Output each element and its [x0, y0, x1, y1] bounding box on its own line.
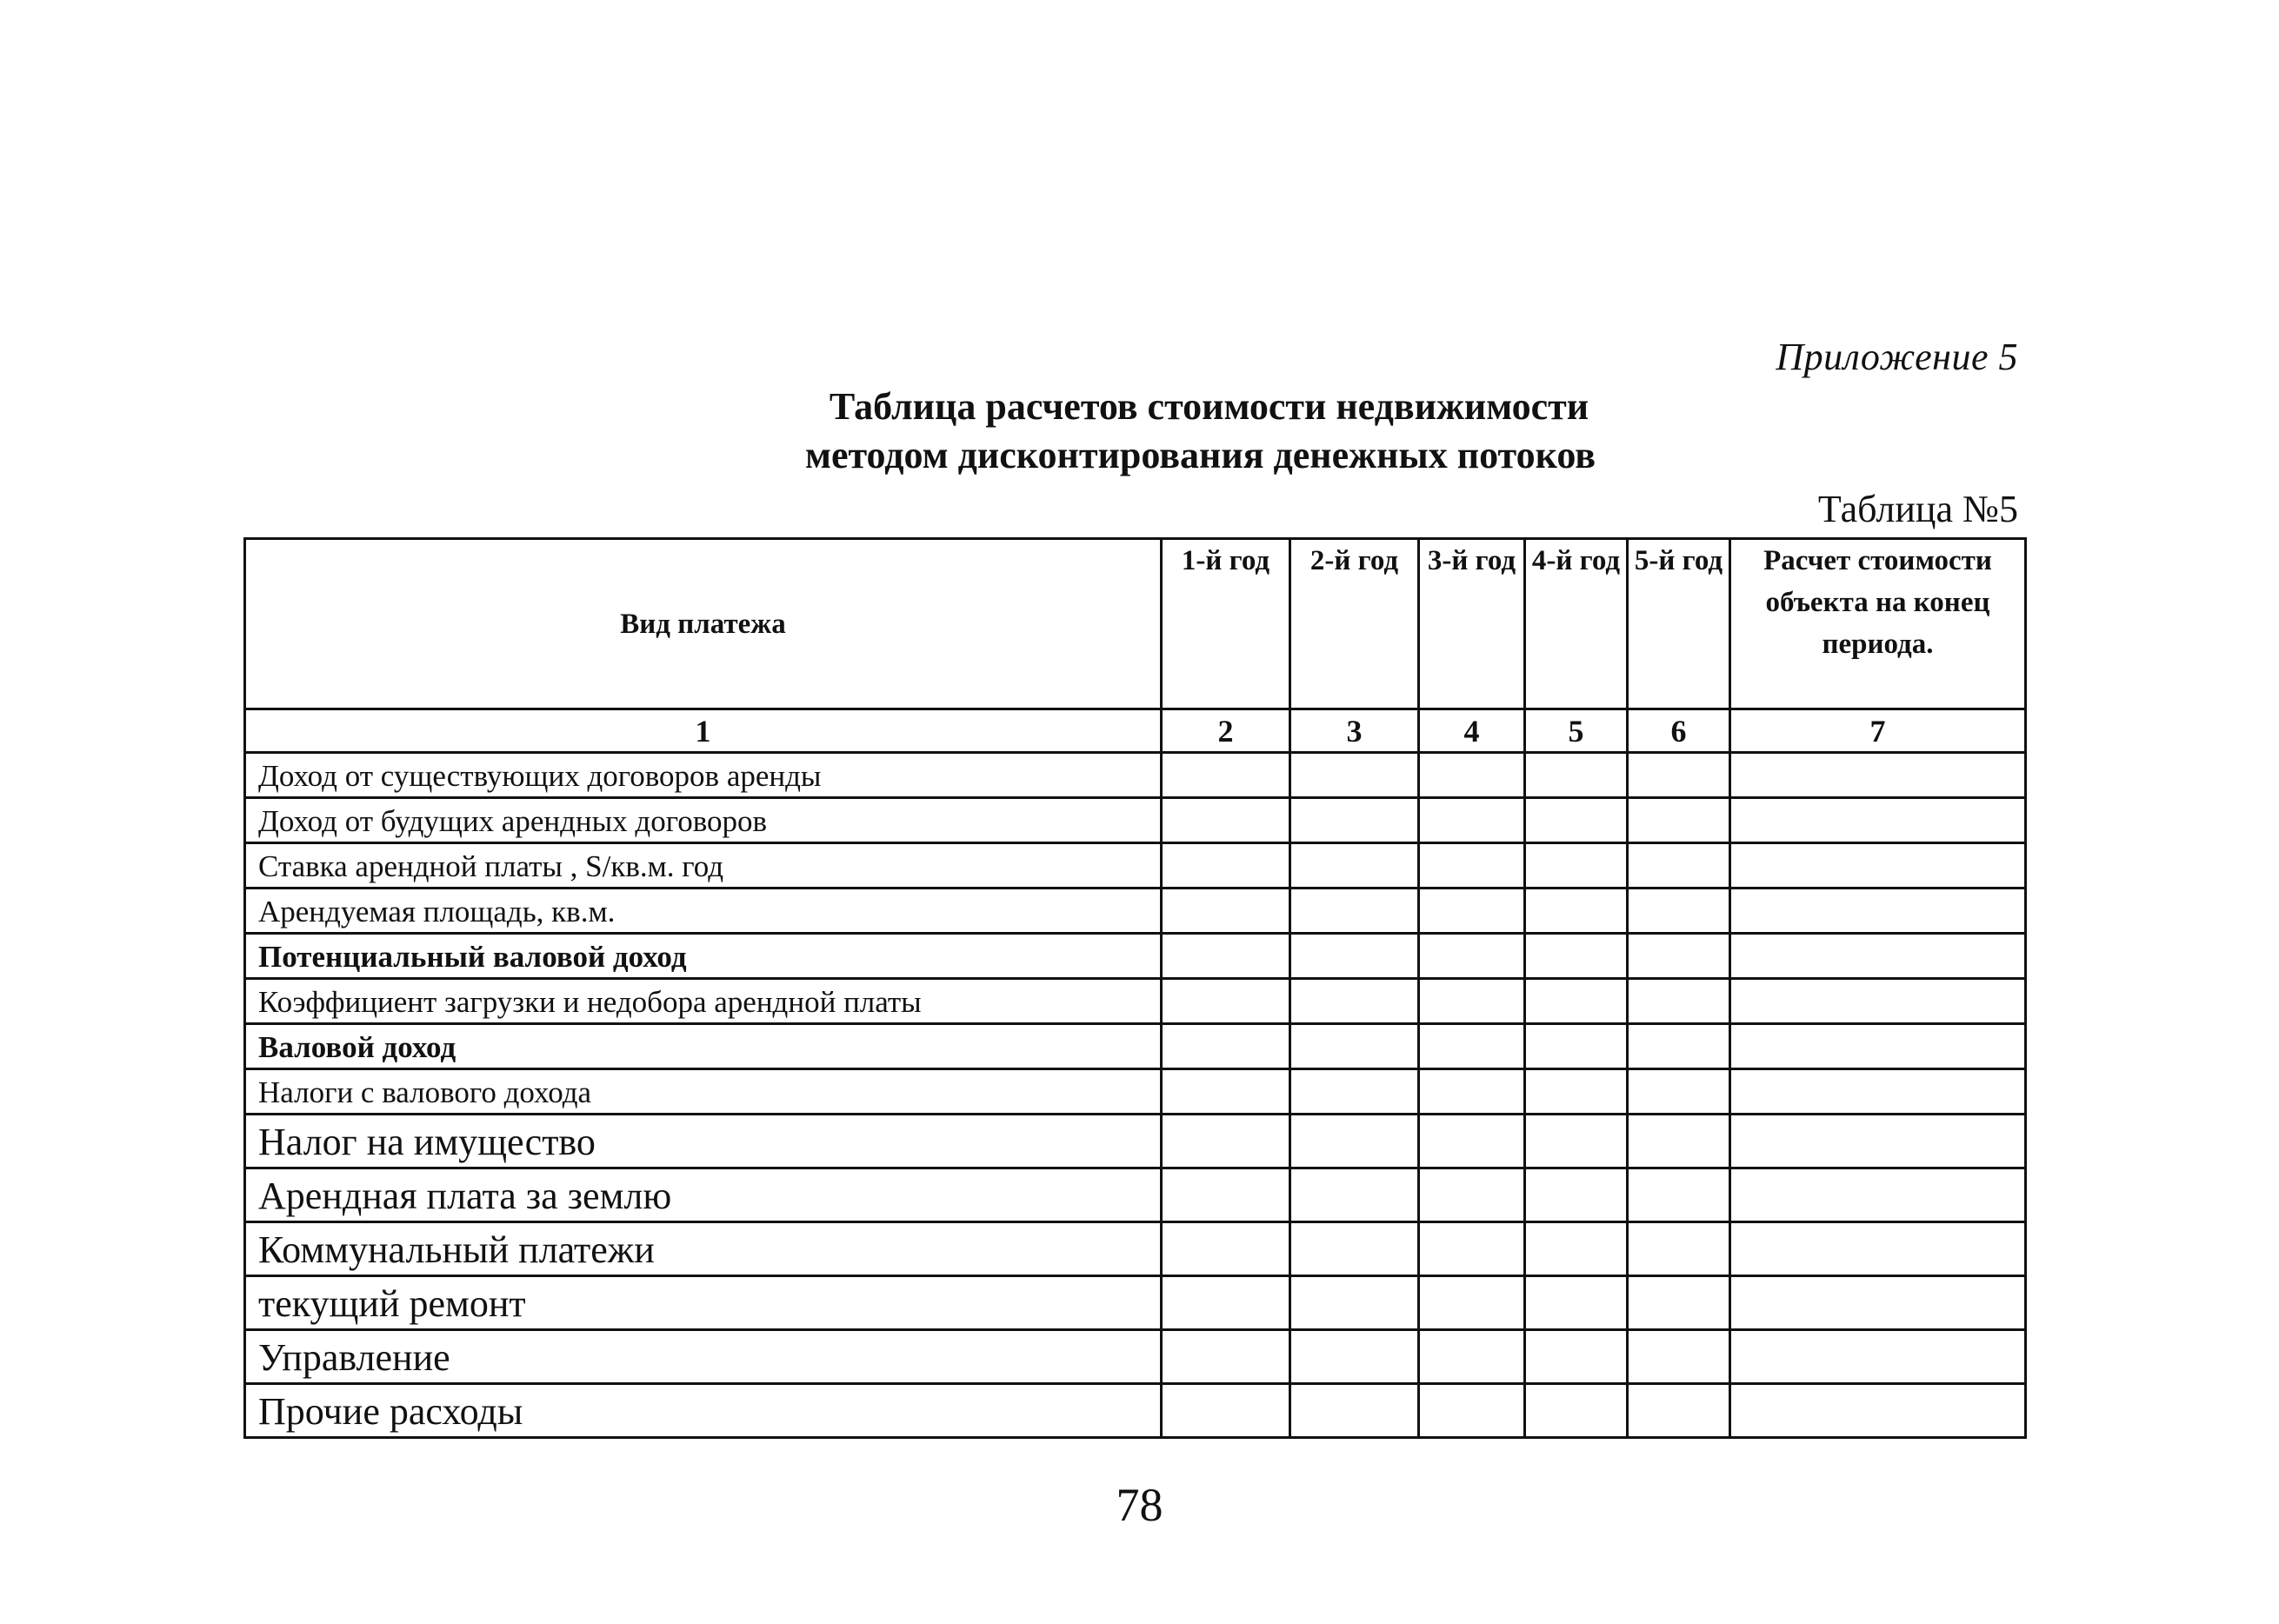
header-payment-type: Вид платежа	[245, 539, 1162, 709]
table-cell	[1730, 753, 2026, 798]
header-end-value: Расчет стоимости объекта на конец периода.	[1730, 539, 2026, 709]
table-header-row	[245, 539, 2026, 709]
table-number-label: Таблица №5	[1817, 488, 2018, 530]
table-cell	[1419, 1115, 1525, 1168]
table-cell	[1628, 1276, 1730, 1330]
table-cell	[1730, 1115, 2026, 1168]
column-number: 6	[1628, 709, 1730, 753]
table-cell	[1525, 1384, 1628, 1438]
table-cell	[1628, 934, 1730, 979]
row-label: Арендуемая площадь, кв.м.	[245, 889, 1162, 934]
table-row	[245, 1024, 2026, 1069]
row-label: Коэффициент загрузки и недобора арендной платы	[245, 979, 1162, 1024]
table-cell	[1730, 1330, 2026, 1384]
table-cell	[1290, 1276, 1419, 1330]
title-line-2: методом дисконтирования денежных потоков	[804, 434, 1596, 476]
table-cell	[1628, 1115, 1730, 1168]
table-row	[245, 1115, 2026, 1168]
table-cell	[1628, 843, 1730, 889]
table-row	[245, 934, 2026, 979]
table-cell	[1162, 889, 1290, 934]
table-cell	[1419, 1069, 1525, 1115]
row-label: Управление	[245, 1330, 1162, 1384]
row-label: Налог на имущество	[245, 1115, 1162, 1168]
column-number: 3	[1290, 709, 1419, 753]
row-label: Валовой доход	[245, 1024, 1162, 1069]
table-cell	[1525, 1330, 1628, 1384]
table-cell	[1162, 1115, 1290, 1168]
column-number: 2	[1162, 709, 1290, 753]
table-cell	[1162, 1069, 1290, 1115]
table-cell	[1525, 1222, 1628, 1276]
table-cell	[1525, 1115, 1628, 1168]
table-cell	[1525, 979, 1628, 1024]
table-cell	[1628, 1384, 1730, 1438]
table-cell	[1290, 979, 1419, 1024]
table-cell	[1162, 1024, 1290, 1069]
table-row	[245, 753, 2026, 798]
table-cell	[1290, 1024, 1419, 1069]
table-cell	[1162, 934, 1290, 979]
table-cell	[1730, 1384, 2026, 1438]
table-cell	[1730, 1024, 2026, 1069]
column-number: 1	[245, 709, 1162, 753]
row-label: текущий ремонт	[245, 1276, 1162, 1330]
table-cell	[1730, 843, 2026, 889]
table-cell	[1290, 753, 1419, 798]
table-cell	[1525, 1168, 1628, 1222]
table-row	[245, 1276, 2026, 1330]
table-cell	[1525, 843, 1628, 889]
table-cell	[1730, 934, 2026, 979]
table-cell	[1525, 889, 1628, 934]
table-cell	[1290, 1384, 1419, 1438]
table-cell	[1628, 1168, 1730, 1222]
table-cell	[1419, 934, 1525, 979]
table-cell	[1628, 1069, 1730, 1115]
table-cell	[1525, 753, 1628, 798]
table-cell	[1162, 798, 1290, 843]
row-label: Коммунальный платежи	[245, 1222, 1162, 1276]
header-year-2: 2-й год	[1290, 539, 1419, 709]
cash-flow-table	[243, 537, 2027, 1439]
table-cell	[1290, 1222, 1419, 1276]
table-cell	[1419, 843, 1525, 889]
title-line-1: Таблица расчетов стоимости недвижимости	[829, 385, 1589, 428]
table-cell	[1525, 934, 1628, 979]
table-cell	[1162, 1168, 1290, 1222]
column-number: 5	[1525, 709, 1628, 753]
table-cell	[1730, 1276, 2026, 1330]
row-label: Доход от будущих арендных договоров	[245, 798, 1162, 843]
table-cell	[1290, 798, 1419, 843]
table-row	[245, 889, 2026, 934]
appendix-label: Приложение 5	[1776, 336, 2018, 378]
table-cell	[1419, 979, 1525, 1024]
row-label: Прочие расходы	[245, 1384, 1162, 1438]
row-label: Арендная плата за землю	[245, 1168, 1162, 1222]
table-cell	[1419, 798, 1525, 843]
table-cell	[1525, 798, 1628, 843]
table-cell	[1290, 889, 1419, 934]
table-cell	[1419, 889, 1525, 934]
table-cell	[1290, 1330, 1419, 1384]
table-row	[245, 1384, 2026, 1438]
table-cell	[1162, 753, 1290, 798]
column-number: 7	[1730, 709, 2026, 753]
table-row	[245, 798, 2026, 843]
table-cell	[1419, 1276, 1525, 1330]
table-cell	[1730, 1069, 2026, 1115]
table-cell	[1730, 979, 2026, 1024]
table-cell	[1419, 1024, 1525, 1069]
table-cell	[1628, 753, 1730, 798]
page-number: 78	[1116, 1479, 1163, 1531]
table-row	[245, 843, 2026, 889]
table-cell	[1162, 1330, 1290, 1384]
table-row	[245, 1330, 2026, 1384]
table-cell	[1162, 1222, 1290, 1276]
table-row	[245, 979, 2026, 1024]
table-cell	[1628, 1330, 1730, 1384]
column-number-row	[245, 709, 2026, 753]
table-cell	[1162, 843, 1290, 889]
table-cell	[1419, 1168, 1525, 1222]
table-cell	[1730, 1222, 2026, 1276]
table-cell	[1162, 1276, 1290, 1330]
table-cell	[1419, 1384, 1525, 1438]
table-cell	[1290, 843, 1419, 889]
header-year-5: 5-й год	[1628, 539, 1730, 709]
header-year-4: 4-й год	[1525, 539, 1628, 709]
table-row	[245, 1069, 2026, 1115]
table-cell	[1290, 1069, 1419, 1115]
table-row	[245, 1222, 2026, 1276]
table-cell	[1628, 1222, 1730, 1276]
header-year-1: 1-й год	[1162, 539, 1290, 709]
table-cell	[1290, 1115, 1419, 1168]
table-cell	[1730, 1168, 2026, 1222]
document-title	[0, 383, 2279, 480]
table-cell	[1419, 1222, 1525, 1276]
table-cell	[1730, 889, 2026, 934]
row-label: Потенциальный валовой доход	[245, 934, 1162, 979]
table-cell	[1730, 798, 2026, 843]
table-cell	[1628, 798, 1730, 843]
row-label: Доход от существующих договоров аренды	[245, 753, 1162, 798]
column-number: 4	[1419, 709, 1525, 753]
table-cell	[1525, 1024, 1628, 1069]
table-row	[245, 1168, 2026, 1222]
table-cell	[1525, 1069, 1628, 1115]
table-cell	[1628, 979, 1730, 1024]
header-year-3: 3-й год	[1419, 539, 1525, 709]
table-cell	[1162, 979, 1290, 1024]
table-cell	[1525, 1276, 1628, 1330]
table-cell	[1162, 1384, 1290, 1438]
table-cell	[1628, 889, 1730, 934]
table-cell	[1290, 1168, 1419, 1222]
table-cell	[1419, 753, 1525, 798]
table-cell	[1628, 1024, 1730, 1069]
row-label: Налоги с валового дохода	[245, 1069, 1162, 1115]
table-cell	[1290, 934, 1419, 979]
row-label: Ставка арендной платы , S/кв.м. год	[245, 843, 1162, 889]
table-cell	[1419, 1330, 1525, 1384]
